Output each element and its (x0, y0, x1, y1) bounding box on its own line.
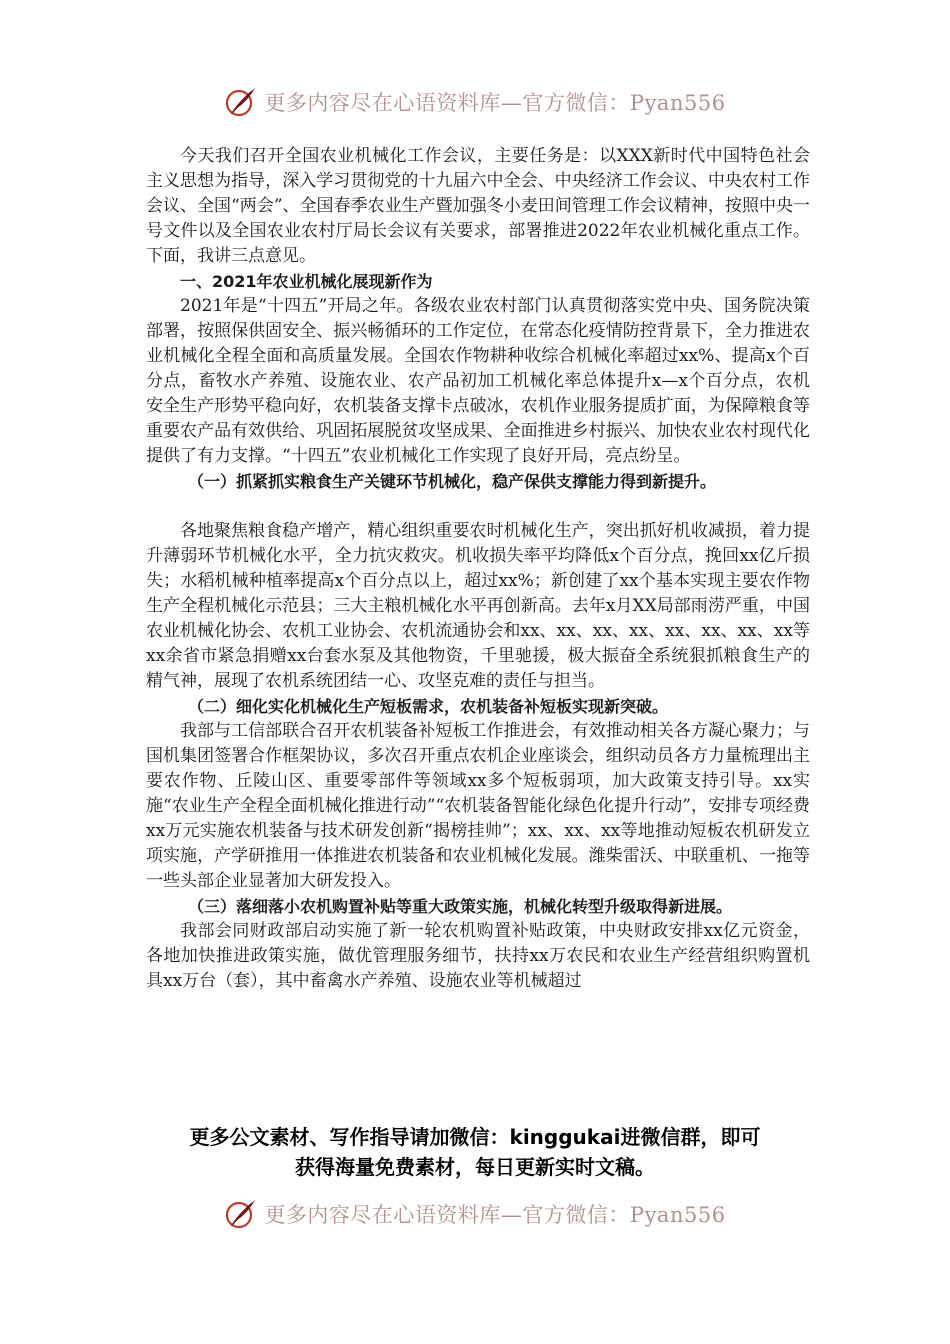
intro-paragraph: 今天我们召开全国农业机械化工作会议，主要任务是：以XXX新时代中国特色社会主义思想为指导，深入学习贯彻党的十九届六中全会、中央经济工作会议、中央农村工作会议、全国“两会”、全国春季农业生产暨加强冬小麦田间管理工作会议精神，按照中央一号文件以及全国农业农村厅局长会议有关要求，部署推进2022年农业机械化重点工作。下面，我讲三点意见。 (146, 146, 810, 266)
subsection-1-paragraph: 各地聚焦粮食稳产增产，精心组织重要农时机械化生产，突出抓好机收减损，着力提升薄弱环节机械化水平，全力抗灾救灾。机收损失率平均降低x个百分点，挽回xx亿斤损失；水稻机械种植率提高x个百分点以上，超过xx%；新创建了xx个基本实现主要农作物生产全程机械化示范县；三大主粮机械化水平再创新高。去年x月XX局部雨涝严重，中国农业机械化协会、农机工业协会、农机流通协会和xx、xx、xx、xx、xx、xx、xx、xx等xx余省市紧急捐赠xx台套水泵及其他物资，千里驰援，极大振奋全系统狠抓粮食生产的精气神，展现了农机系统团结一心、攻坚克难的责任与担当。 (146, 521, 810, 691)
subsection-1-heading: （一）抓紧抓实粮食生产关键环节机械化，稳产保供支撑能力得到新提升。 (188, 472, 717, 491)
quill-logo-icon (224, 85, 258, 119)
quill-logo-icon (224, 1197, 258, 1231)
section-1-heading: 一、2021年农业机械化展现新作为 (180, 272, 433, 291)
promo-notice (0, 1122, 950, 1182)
blank-line (146, 494, 810, 519)
subsection-2-heading: （二）细化实化机械化生产短板需求，农机装备补短板实现新突破。 (188, 697, 669, 716)
section-1-paragraph: 2021年是“十四五”开局之年。各级农业农村部门认真贯彻落实党中央、国务院决策部署，按照保供固安全、振兴畅循环的工作定位，在常态化疫情防控背景下，全力推进农业机械化全程全面和高质量发展。全国农作物耕种收综合机械化率超过xx%、提高x个百分点，畜牧水产养殖、设施农业、农产品初加工机械化率总体提升x—x个百分点，农机安全生产形势平稳向好，农机装备支撑卡点破冰，农机作业服务提质扩面，为保障粮食等重要农产品有效供给、巩固拓展脱贫攻坚成果、全面推进乡村振兴、加快农业农村现代化提供了有力支撑。“十四五”农业机械化工作实现了良好开局，亮点纷呈。 (146, 296, 810, 466)
subsection-3-heading: （三）落细落小农机购置补贴等重大政策实施，机械化转型升级取得新进展。 (188, 897, 733, 916)
watermark-text: 更多内容尽在心语资料库—官方微信：Pyan556 (264, 1203, 726, 1227)
bottom-watermark-banner (0, 1194, 950, 1234)
watermark-text: 更多内容尽在心语资料库—官方微信：Pyan556 (264, 91, 726, 115)
top-watermark-banner (0, 82, 950, 122)
document-body (146, 144, 810, 994)
subsection-3-paragraph: 我部会同财政部启动实施了新一轮农机购置补贴政策，中央财政安排xx亿元资金，各地加快推进政策实施，做优管理服务细节，扶持xx万农民和农业生产经营组织购置机具xx万台（套），其中畜禽水产养殖、设施农业等机械超过 (146, 921, 810, 991)
subsection-2-paragraph: 我部与工信部联合召开农机装备补短板工作推进会，有效推动相关各方凝心聚力；与国机集团签署合作框架协议，多次召开重点农机企业座谈会，组织动员各方力量梳理出主要农作物、丘陵山区、重要零部件等领域xx多个短板弱项，加大政策支持引导。xx实施“农业生产全程全面机械化推进行动”“农机装备智能化绿色化提升行动”，安排专项经费xx万元实施农机装备与技术研发创新“揭榜挂帅”；xx、xx、xx等地推动短板农机研发立项实施，产学研推用一体推进农机装备和农业机械化发展。潍柴雷沃、中联重机、一拖等一些头部企业显著加大研发投入。 (146, 721, 810, 891)
promo-line-2: 获得海量免费素材，每日更新实时文稿。 (295, 1155, 655, 1179)
promo-line-1: 更多公文素材、写作指导请加微信：kinggukai进微信群，即可 (189, 1125, 761, 1149)
